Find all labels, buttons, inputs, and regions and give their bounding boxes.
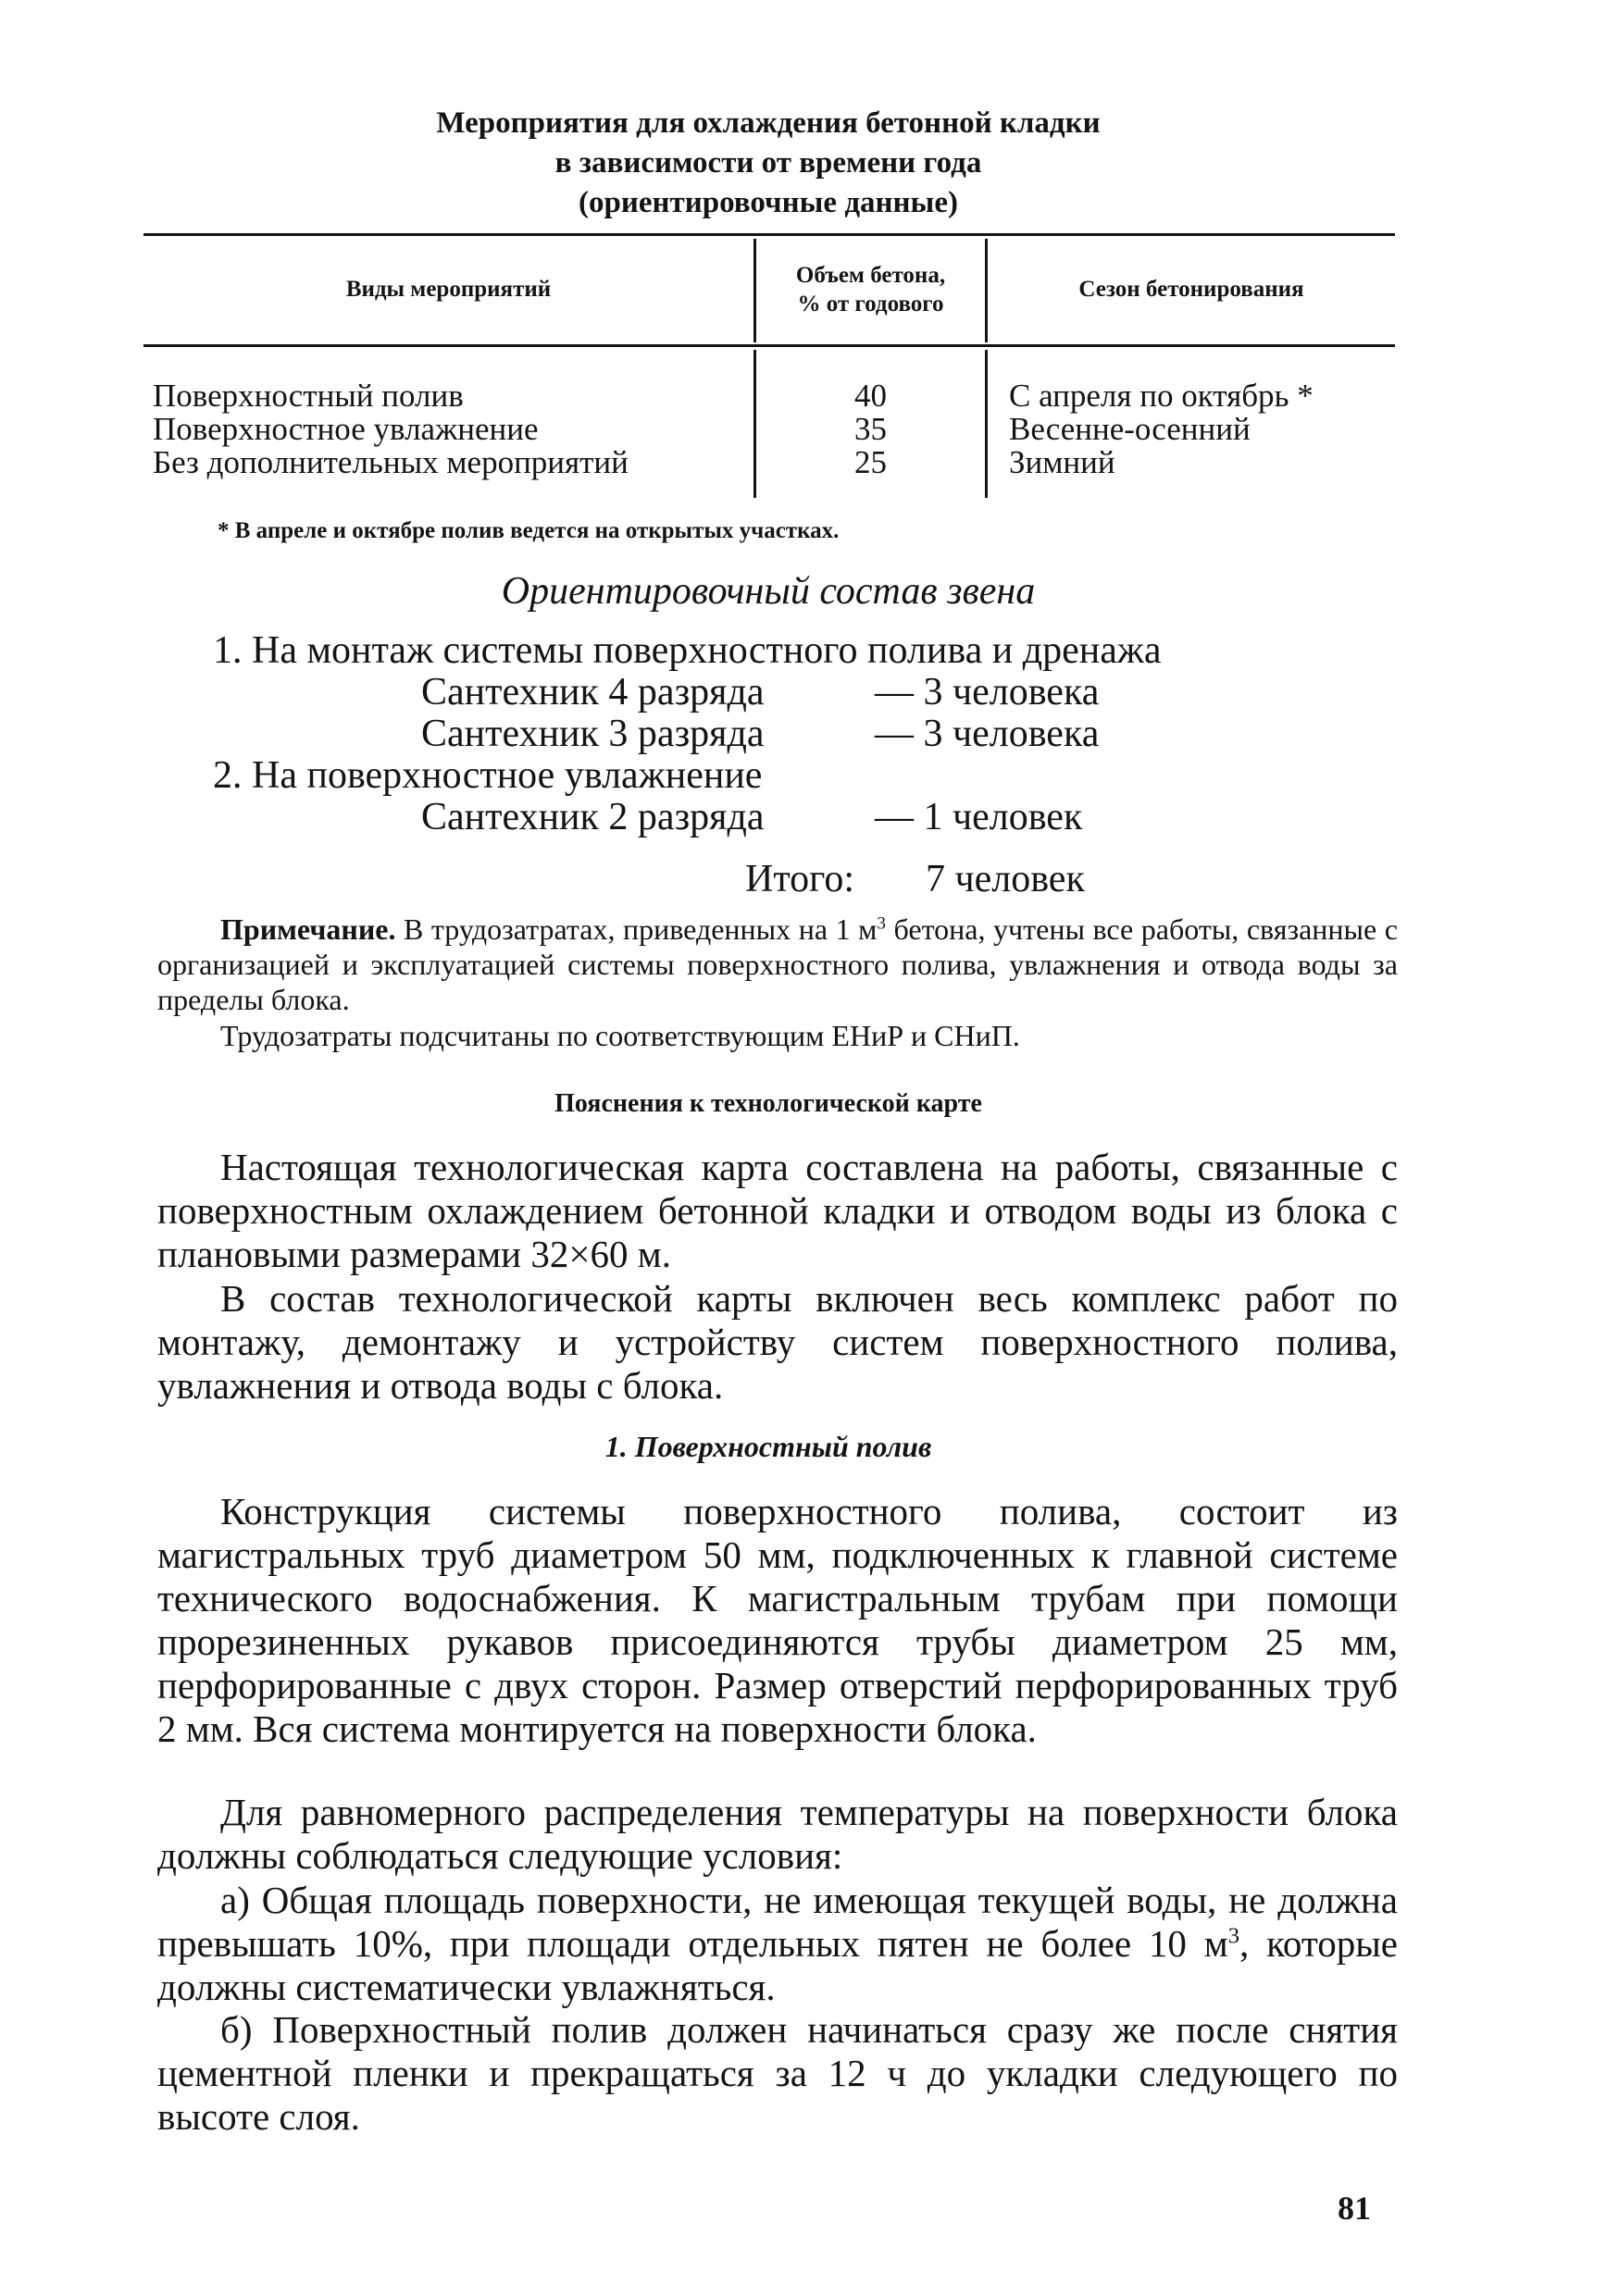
item-a-text-a: а) Общая площадь поверхности, не имеющая текущей воды, не должна превышать 10%, при площади отдельных пятен не более 10 м <box>157 1879 1398 1965</box>
section1-heading: 1. Поверхностный полив <box>604 1430 932 1463</box>
table-title-line1: Мероприятия для охлаждения бетонной кладки <box>436 106 1101 140</box>
table-col-divider-2b <box>985 350 988 498</box>
table-top-rule <box>143 233 1395 236</box>
table-header-volume-line1: Объем бетона, <box>795 263 946 288</box>
crew-count: — 3 человека <box>875 713 1100 755</box>
crew-item-1: 1. На монтаж системы поверхностного полива и дренажа <box>213 629 1162 672</box>
crew-total-value: 7 человек <box>926 858 1085 900</box>
row-season: Весенне-осенний <box>1009 411 1251 447</box>
table-header-rule <box>143 344 1395 347</box>
note-line2: Трудозатраты подсчитаны по соответствующим ЕНиР и СНиП. <box>220 1019 1020 1052</box>
crew-role: Сантехник 2 разряда <box>421 796 765 838</box>
explanations-p2: В состав технологической карты включен весь комплекс работ по монтажу, демонтажу и устройству систем поверхностного полива, увлажнения и отвода воды с блока. <box>157 1277 1398 1407</box>
table-title-line3: (ориентировочные данные) <box>579 186 958 219</box>
section1-p1: Конструкция системы поверхностного полива, состоит из магистральных труб диаметром 50 мм, подключенных к главной системе технического водоснабжения. К магистральным трубам при помощи прорезиненных рукавов присоединяются трубы диаметром 25 мм, перфорированные с двух сторон. Размер отверстий перфорированных труб 2 мм. Вся система монтируется на поверхности блока. <box>157 1490 1398 1750</box>
item-a-text-b: , которые должны систематически увлажняться. <box>157 1922 1398 2008</box>
table-title-line2: в зависимости от времени года <box>554 146 982 180</box>
row-volume: 40 <box>854 378 887 414</box>
crew-count: — 3 человека <box>875 671 1100 714</box>
table-title <box>139 104 1398 223</box>
crew-heading: Ориентировочный состав звена <box>501 570 1036 613</box>
table-header-volume <box>756 261 985 318</box>
crew-role: Сантехник 4 разряда <box>421 671 765 714</box>
row-season: Зимний <box>1009 444 1115 480</box>
table-header-volume-line2: % от годового <box>797 292 944 316</box>
explanations-heading: Пояснения к технологической карте <box>554 1089 982 1118</box>
table-row <box>153 379 464 413</box>
item-a-sup: 3 <box>1227 1923 1239 1949</box>
table-row <box>153 446 629 479</box>
row-volume: 25 <box>854 444 887 480</box>
note-text-b: бетона, учтены все работы, связанные с организацией и эксплуатацией системы поверхностного полива, увлажнения и отвода воды за пределы блока. <box>157 912 1399 1016</box>
row-measure: Поверхностное увлажнение <box>153 411 539 447</box>
table-header-season: Сезон бетонирования <box>1078 277 1304 302</box>
explanations-p1: Настоящая технологическая карта составлена на работы, связанные с поверхностным охлаждением бетонной кладки и отводом воды из блока с плановыми размерами 32×60 м. <box>157 1146 1398 1275</box>
table-header-measures: Виды мероприятий <box>345 277 552 302</box>
note-paragraph <box>157 912 1398 1017</box>
row-season: С апреля по октябрь * <box>1009 378 1314 414</box>
note-sup: 3 <box>877 913 886 934</box>
note-label: Примечание. <box>220 912 396 946</box>
note-text-a: В трудозатратах, приведенных на 1 м <box>395 912 878 946</box>
row-measure: Без дополнительных мероприятий <box>153 444 629 480</box>
crew-count: — 1 человек <box>875 796 1083 838</box>
crew-total-label: Итого: <box>745 858 854 900</box>
section1-p2: Для равномерного распределения температуры на поверхности блока должны соблюдаться следующие условия: <box>157 1791 1398 1877</box>
crew-role: Сантехник 3 разряда <box>421 713 765 755</box>
row-measure: Поверхностный полив <box>153 378 464 414</box>
table-row <box>153 413 539 446</box>
row-volume: 35 <box>854 411 887 447</box>
table-footnote: * В апреле и октябре полив ведется на открытых участках. <box>218 518 840 543</box>
section1-item-b: б) Поверхностный полив должен начинаться сразу же после снятия цементной пленки и прекращаться за 12 ч до укладки следующего по высоте слоя. <box>157 2008 1398 2138</box>
page-number: 81 <box>1338 2190 1371 2227</box>
section1-item-a <box>157 1879 1398 2009</box>
crew-item-2: 2. На поверхностное увлажнение <box>213 754 763 797</box>
